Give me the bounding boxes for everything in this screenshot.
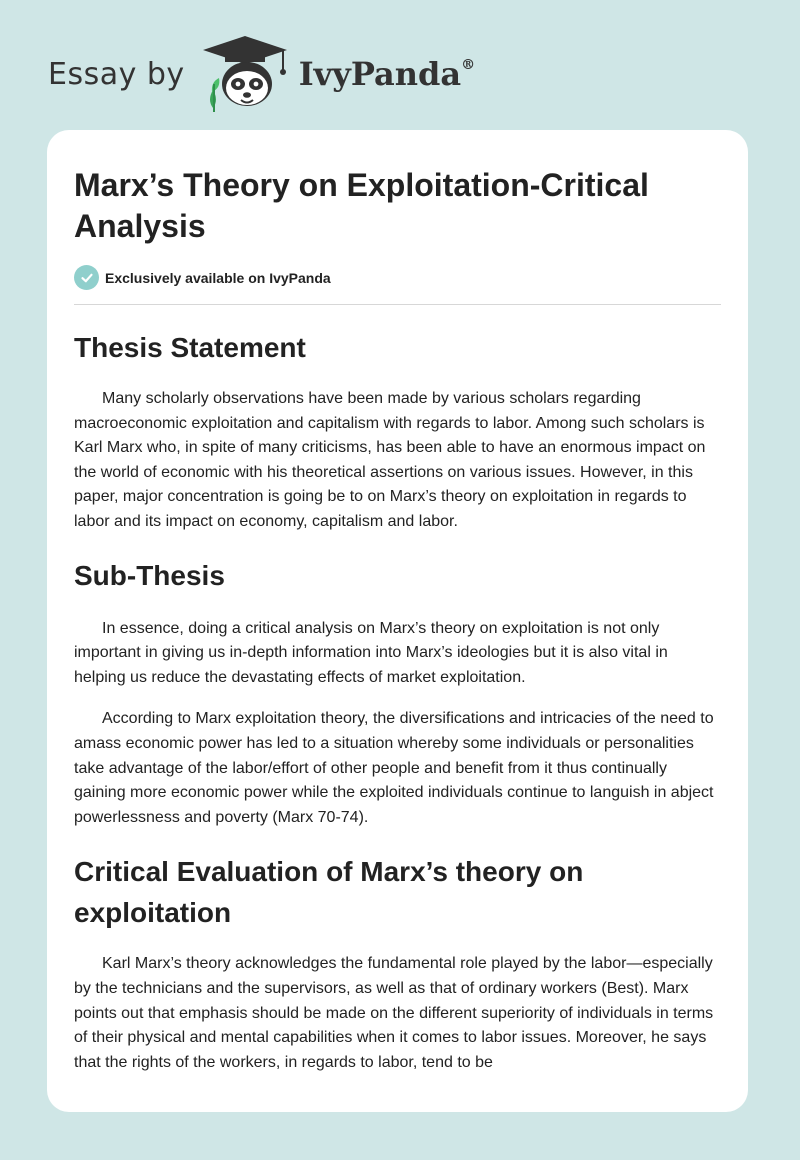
section-heading-critical-evaluation: Critical Evaluation of Marx’s theory on exploitation	[74, 856, 584, 929]
exclusive-badge	[74, 265, 721, 305]
paragraph: Many scholarly observations have been made by various scholars regarding macroeconomic exploitation and capitalism with regards to labor. Among such scholars is Karl Marx who, in spite of many criticisms, has been able to have an enormous impact on the world of economic with his theoretical assertions on various issues. However, in this paper, major concentration is going be to on Marx’s theory on exploitation in regards to labor and its impact on economy, capitalism and labor.	[74, 390, 706, 530]
section-heading-sub-thesis: Sub-Thesis	[74, 559, 225, 591]
essay-card	[47, 130, 748, 1112]
panda-logo-icon[interactable]	[199, 34, 295, 114]
badge-label: Exclusively available on IvyPanda	[105, 269, 331, 286]
registered-mark: ®	[461, 57, 476, 73]
paragraph: According to Marx exploitation theory, the diversifications and intricacies of the need to amass economic power has led to a situation whereby some individuals or personalities take advantage of the labor/effort of other people and benefit from it thus continually gaining more economic power while the exploited individuals continue to languish in abject powerlessness and poverty (Marx 70-74).	[74, 710, 714, 826]
essay-by-label: Essay by	[48, 56, 185, 92]
checkmark-icon	[74, 265, 99, 290]
section-heading-thesis: Thesis Statement	[74, 332, 306, 363]
page-title: Marx’s Theory on Exploitation-Critical Analysis	[74, 167, 649, 244]
paragraph: Karl Marx’s theory acknowledges the fundamental role played by the labor—especially by the technicians and the supervisors, as well as that of ordinary workers (Best). Marx points out that emphasis should be made on the different superiority of individuals in terms of their physical and mental capabilities when it comes to labor issues. Moreover, he says that the rights of the workers, in regards to labor, tend to be	[74, 955, 714, 1071]
brand-name[interactable]: IvyPanda®	[298, 55, 476, 93]
site-header	[48, 34, 475, 114]
paragraph: In essence, doing a critical analysis on Marx’s theory on exploitation is not only important in giving us in-depth information into Marx’s ideologies but it is also vital in helping us reduce the devastating effects of market exploitation.	[74, 619, 668, 686]
